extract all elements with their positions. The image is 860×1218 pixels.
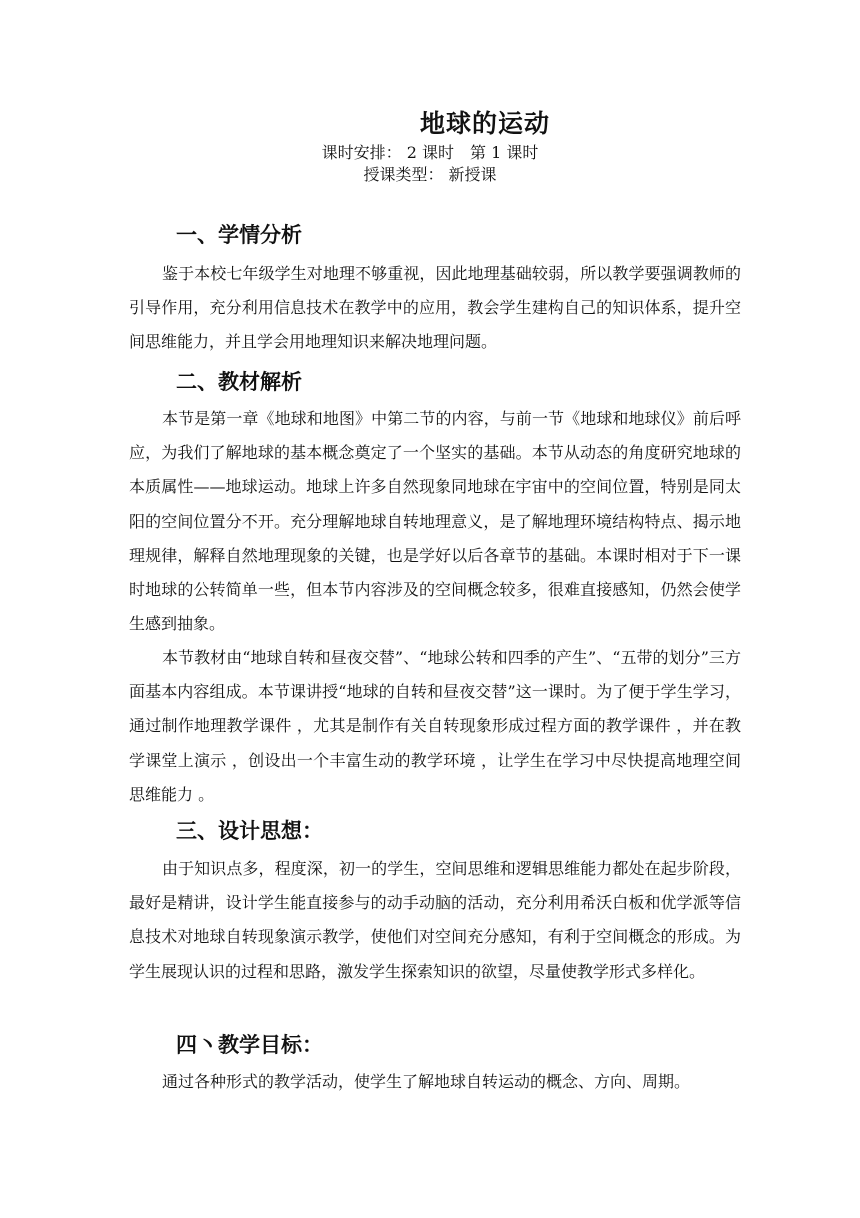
paragraph-textbook-analysis-2: 本节教材由“地球自转和昼夜交替”、“地球公转和四季的产生”、“五带的划分”三方面基本内容组成。本节课讲授“地球的自转和昼夜交替”这一课时。为了便于学生学习，通过制作地理教学课件 ，尤其是制作有关自转现象形成过程方面的教学课件 ，并在教学课堂上演示 ，创设出一个丰富生动的教学环境 ，让学生在学习中尽快提高地理空间思维能力 。 bbox=[129, 648, 741, 804]
paragraph-learner-analysis: 鉴于本校七年级学生对地理不够重视，因此地理基础较弱，所以教学要强调教师的引导作用，充分利用信息技术在教学中的应用，教会学生建构自己的知识体系，提升空间思维能力，并且学会用地理知识来解决地理问题。 bbox=[129, 264, 741, 352]
lesson-type: 授课类型： 新授课 bbox=[363, 165, 497, 184]
paragraph-teaching-goals: 通过各种形式的教学活动，使学生了解地球自转运动的概念、方向、周期。 bbox=[162, 1072, 691, 1091]
lesson-schedule: 课时安排： 2 课时 第 1 课时 bbox=[321, 143, 539, 162]
section-heading-learner-analysis: 一、学情分析 bbox=[176, 223, 302, 247]
section-heading-design-idea: 三、设计思想： bbox=[176, 819, 323, 843]
paragraph-design-idea: 由于知识点多，程度深，初一的学生，空间思维和逻辑思维能力都处在起步阶段，最好是精讲，设计学生能直接参与的动手动脑的活动，充分利用希沃白板和优学派等信息技术对地球自转现象演示教学，使他们对空间充分感知，有利于空间概念的形成。为学生展现认识的过程和思路，激发学生探索知识的欲望，尽量使教学形式多样化。 bbox=[129, 859, 741, 981]
section-heading-teaching-goals: 四丶教学目标： bbox=[176, 1033, 323, 1057]
section-heading-textbook-analysis: 二、教材解析 bbox=[176, 370, 302, 394]
document-title: 地球的运动 bbox=[419, 109, 550, 138]
paragraph-textbook-analysis-1: 本节是第一章《地球和地图》中第二节的内容，与前一节《地球和地球仪》前后呼应，为我们了解地球的基本概念奠定了一个坚实的基础。本节从动态的角度研究地球的本质属性——地球运动。地球上许多自然现象同地球在宇宙中的空间位置，特别是同太阳的空间位置分不开。充分理解地球自转地理意义，是了解地理环境结构特点、揭示地理规律，解释自然地理现象的关键，也是学好以后各章节的基础。本课时相对于下一课时地球的公转简单一些，但本节内容涉及的空间概念较多，很难直接感知，仍然会使学生感到抽象。 bbox=[129, 409, 741, 634]
